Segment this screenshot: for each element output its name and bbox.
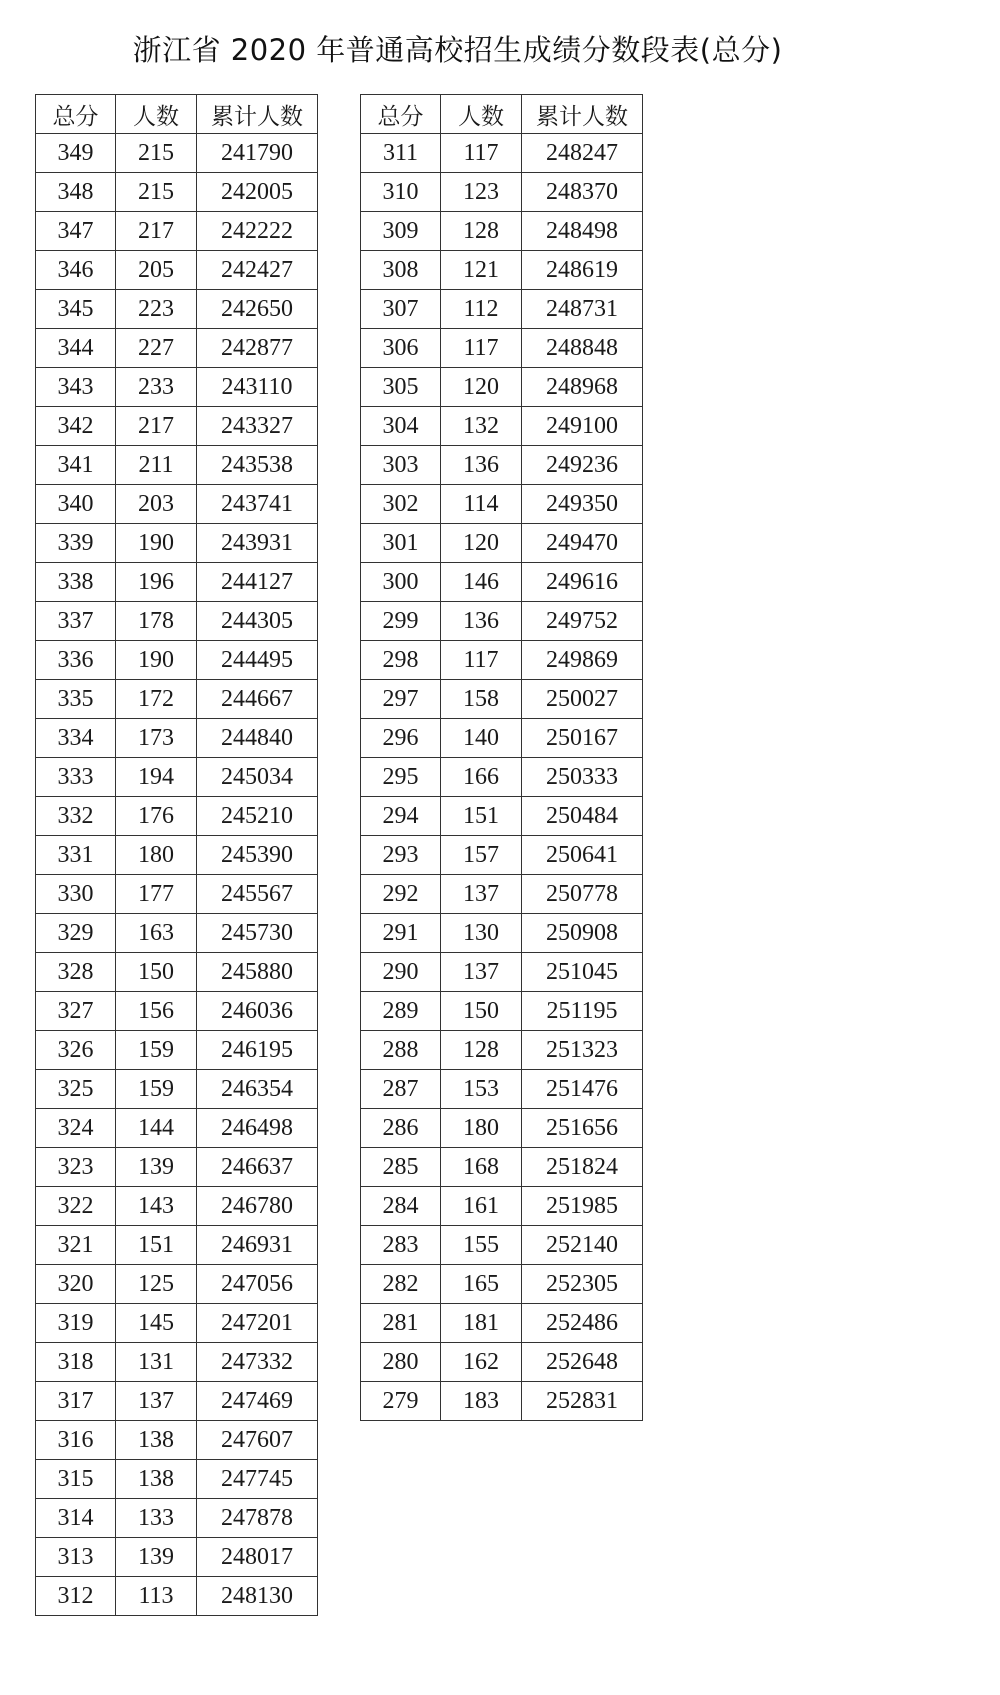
table-row [361,680,643,719]
column-header-cumulative: 累计人数 [197,95,318,134]
cell-count: 137 [116,1382,197,1421]
cell-cumulative: 248130 [197,1577,318,1616]
cell-cumulative: 249100 [522,407,643,446]
cell-count: 172 [116,680,197,719]
cell-cumulative: 242650 [197,290,318,329]
cell-count: 183 [441,1382,522,1421]
document-title: 浙江省 2020 年普通高校招生成绩分数段表(总分) [132,33,783,67]
table-row [36,563,318,602]
cell-total-score: 301 [361,524,441,563]
cell-total-score: 283 [361,1226,441,1265]
cell-total-score: 335 [36,680,116,719]
cell-count: 161 [441,1187,522,1226]
cell-count: 165 [441,1265,522,1304]
cell-total-score: 297 [361,680,441,719]
cell-total-score: 292 [361,875,441,914]
cell-total-score: 331 [36,836,116,875]
cell-total-score: 286 [361,1109,441,1148]
cell-count: 194 [116,758,197,797]
cell-count: 176 [116,797,197,836]
cell-total-score: 340 [36,485,116,524]
cell-count: 121 [441,251,522,290]
cell-count: 137 [441,953,522,992]
table-row [361,914,643,953]
table-row [36,134,318,173]
table-row [36,1421,318,1460]
cell-count: 120 [441,368,522,407]
cell-total-score: 327 [36,992,116,1031]
cell-count: 150 [441,992,522,1031]
cell-total-score: 279 [361,1382,441,1421]
table-row [36,1109,318,1148]
cell-count: 150 [116,953,197,992]
cell-count: 162 [441,1343,522,1382]
table-row [361,1226,643,1265]
cell-count: 233 [116,368,197,407]
table-row [36,953,318,992]
cell-total-score: 294 [361,797,441,836]
cell-cumulative: 249470 [522,524,643,563]
cell-total-score: 304 [361,407,441,446]
cell-count: 178 [116,602,197,641]
cell-total-score: 347 [36,212,116,251]
cell-total-score: 287 [361,1070,441,1109]
cell-cumulative: 249236 [522,446,643,485]
table-row [361,1070,643,1109]
cell-count: 113 [116,1577,197,1616]
cell-total-score: 315 [36,1460,116,1499]
table-row [36,1577,318,1616]
cell-total-score: 345 [36,290,116,329]
cell-count: 155 [441,1226,522,1265]
column-header-total-score: 总分 [36,95,116,134]
cell-cumulative: 246637 [197,1148,318,1187]
cell-total-score: 305 [361,368,441,407]
table-row [36,602,318,641]
cell-cumulative: 247878 [197,1499,318,1538]
cell-count: 215 [116,173,197,212]
cell-cumulative: 241790 [197,134,318,173]
cell-cumulative: 249616 [522,563,643,602]
table-row [36,1304,318,1343]
table-row [36,251,318,290]
table-row [361,953,643,992]
cell-count: 166 [441,758,522,797]
table-row [36,1265,318,1304]
score-table-right [360,94,643,1421]
cell-count: 123 [441,173,522,212]
cell-total-score: 349 [36,134,116,173]
cell-count: 112 [441,290,522,329]
cell-cumulative: 248498 [522,212,643,251]
column-header-count: 人数 [441,95,522,134]
cell-cumulative: 246354 [197,1070,318,1109]
cell-total-score: 298 [361,641,441,680]
table-row [361,797,643,836]
table-row [36,446,318,485]
cell-count: 223 [116,290,197,329]
cell-cumulative: 251323 [522,1031,643,1070]
cell-count: 133 [116,1499,197,1538]
cell-total-score: 333 [36,758,116,797]
table-row [36,212,318,251]
cell-cumulative: 245880 [197,953,318,992]
cell-cumulative: 244495 [197,641,318,680]
column-header-count: 人数 [116,95,197,134]
cell-count: 180 [441,1109,522,1148]
cell-count: 146 [441,563,522,602]
cell-cumulative: 248247 [522,134,643,173]
cell-total-score: 348 [36,173,116,212]
cell-count: 114 [441,485,522,524]
cell-count: 151 [441,797,522,836]
cell-cumulative: 252305 [522,1265,643,1304]
cell-total-score: 325 [36,1070,116,1109]
table-row [361,875,643,914]
cell-count: 158 [441,680,522,719]
cell-total-score: 332 [36,797,116,836]
cell-cumulative: 252648 [522,1343,643,1382]
table-row [36,1343,318,1382]
cell-cumulative: 244127 [197,563,318,602]
table-row [361,290,643,329]
table-row [361,1343,643,1382]
cell-count: 211 [116,446,197,485]
cell-count: 138 [116,1460,197,1499]
cell-cumulative: 246498 [197,1109,318,1148]
table-row [36,914,318,953]
table-row [36,1031,318,1070]
cell-cumulative: 250778 [522,875,643,914]
cell-total-score: 319 [36,1304,116,1343]
cell-total-score: 314 [36,1499,116,1538]
cell-total-score: 313 [36,1538,116,1577]
cell-cumulative: 244667 [197,680,318,719]
table-row [361,407,643,446]
table-row [36,641,318,680]
cell-total-score: 290 [361,953,441,992]
table-row [361,173,643,212]
cell-cumulative: 243931 [197,524,318,563]
table-row [361,212,643,251]
cell-total-score: 312 [36,1577,116,1616]
cell-total-score: 302 [361,485,441,524]
table-row [361,1109,643,1148]
cell-count: 190 [116,524,197,563]
cell-cumulative: 248017 [197,1538,318,1577]
cell-count: 125 [116,1265,197,1304]
table-row [36,290,318,329]
cell-cumulative: 243327 [197,407,318,446]
cell-total-score: 338 [36,563,116,602]
cell-total-score: 346 [36,251,116,290]
table-row [361,368,643,407]
cell-total-score: 322 [36,1187,116,1226]
table-row [361,134,643,173]
cell-total-score: 308 [361,251,441,290]
cell-total-score: 323 [36,1148,116,1187]
cell-count: 205 [116,251,197,290]
cell-cumulative: 247607 [197,1421,318,1460]
table-row [361,1304,643,1343]
cell-cumulative: 249752 [522,602,643,641]
table-row [361,1148,643,1187]
cell-count: 217 [116,212,197,251]
cell-total-score: 311 [361,134,441,173]
cell-count: 136 [441,602,522,641]
cell-count: 196 [116,563,197,602]
cell-total-score: 306 [361,329,441,368]
cell-total-score: 324 [36,1109,116,1148]
cell-total-score: 310 [361,173,441,212]
cell-count: 140 [441,719,522,758]
cell-total-score: 291 [361,914,441,953]
cell-total-score: 303 [361,446,441,485]
cell-total-score: 296 [361,719,441,758]
cell-cumulative: 248370 [522,173,643,212]
cell-count: 227 [116,329,197,368]
table-row [361,446,643,485]
cell-count: 168 [441,1148,522,1187]
cell-count: 181 [441,1304,522,1343]
table-row [36,875,318,914]
cell-cumulative: 245567 [197,875,318,914]
cell-cumulative: 250908 [522,914,643,953]
cell-cumulative: 246195 [197,1031,318,1070]
cell-cumulative: 243110 [197,368,318,407]
table-row [361,251,643,290]
table-row [36,329,318,368]
cell-cumulative: 250484 [522,797,643,836]
cell-count: 131 [116,1343,197,1382]
cell-total-score: 344 [36,329,116,368]
cell-cumulative: 243741 [197,485,318,524]
cell-total-score: 288 [361,1031,441,1070]
cell-count: 144 [116,1109,197,1148]
table-row [361,602,643,641]
cell-cumulative: 251476 [522,1070,643,1109]
cell-count: 217 [116,407,197,446]
cell-cumulative: 252486 [522,1304,643,1343]
table-row [36,1460,318,1499]
table-row [36,407,318,446]
cell-cumulative: 246780 [197,1187,318,1226]
cell-count: 151 [116,1226,197,1265]
table-row [361,329,643,368]
cell-total-score: 342 [36,407,116,446]
cell-cumulative: 249350 [522,485,643,524]
cell-total-score: 280 [361,1343,441,1382]
table-row [36,1499,318,1538]
cell-total-score: 281 [361,1304,441,1343]
cell-total-score: 300 [361,563,441,602]
cell-count: 128 [441,1031,522,1070]
cell-total-score: 336 [36,641,116,680]
table-row [36,1226,318,1265]
table-row [36,1187,318,1226]
cell-cumulative: 248848 [522,329,643,368]
table-row [36,992,318,1031]
column-header-cumulative: 累计人数 [522,95,643,134]
cell-count: 159 [116,1031,197,1070]
table-header-row [361,95,643,134]
cell-total-score: 326 [36,1031,116,1070]
cell-cumulative: 248968 [522,368,643,407]
cell-total-score: 316 [36,1421,116,1460]
cell-count: 128 [441,212,522,251]
cell-cumulative: 250167 [522,719,643,758]
table-row [36,368,318,407]
cell-count: 138 [116,1421,197,1460]
table-row [361,992,643,1031]
cell-total-score: 285 [361,1148,441,1187]
cell-count: 136 [441,446,522,485]
cell-cumulative: 250333 [522,758,643,797]
cell-cumulative: 247056 [197,1265,318,1304]
cell-count: 159 [116,1070,197,1109]
table-row [36,680,318,719]
cell-total-score: 343 [36,368,116,407]
cell-total-score: 293 [361,836,441,875]
score-table-left [35,94,318,1616]
cell-cumulative: 242427 [197,251,318,290]
cell-total-score: 317 [36,1382,116,1421]
cell-count: 215 [116,134,197,173]
cell-count: 153 [441,1070,522,1109]
cell-cumulative: 245390 [197,836,318,875]
cell-total-score: 320 [36,1265,116,1304]
cell-count: 143 [116,1187,197,1226]
cell-cumulative: 248619 [522,251,643,290]
table-row [361,758,643,797]
table-row [36,797,318,836]
cell-count: 139 [116,1148,197,1187]
cell-cumulative: 251985 [522,1187,643,1226]
table-row [361,563,643,602]
table-row [36,719,318,758]
cell-cumulative: 247469 [197,1382,318,1421]
cell-total-score: 284 [361,1187,441,1226]
cell-count: 180 [116,836,197,875]
cell-count: 130 [441,914,522,953]
column-header-total-score: 总分 [361,95,441,134]
cell-count: 173 [116,719,197,758]
table-row [361,1382,643,1421]
table-row [361,1031,643,1070]
cell-total-score: 318 [36,1343,116,1382]
cell-count: 120 [441,524,522,563]
cell-total-score: 339 [36,524,116,563]
cell-cumulative: 242222 [197,212,318,251]
cell-total-score: 309 [361,212,441,251]
table-row [361,1187,643,1226]
cell-cumulative: 247332 [197,1343,318,1382]
cell-total-score: 307 [361,290,441,329]
cell-total-score: 321 [36,1226,116,1265]
cell-cumulative: 250027 [522,680,643,719]
cell-cumulative: 249869 [522,641,643,680]
cell-cumulative: 248731 [522,290,643,329]
table-row [361,524,643,563]
cell-cumulative: 251656 [522,1109,643,1148]
cell-cumulative: 247201 [197,1304,318,1343]
cell-count: 203 [116,485,197,524]
cell-cumulative: 242877 [197,329,318,368]
cell-count: 117 [441,134,522,173]
cell-total-score: 337 [36,602,116,641]
cell-cumulative: 242005 [197,173,318,212]
cell-cumulative: 252140 [522,1226,643,1265]
cell-count: 117 [441,329,522,368]
table-row [36,758,318,797]
cell-total-score: 334 [36,719,116,758]
cell-count: 157 [441,836,522,875]
table-row [36,1538,318,1577]
cell-cumulative: 247745 [197,1460,318,1499]
cell-cumulative: 245730 [197,914,318,953]
table-row [36,485,318,524]
cell-cumulative: 251195 [522,992,643,1031]
cell-count: 145 [116,1304,197,1343]
cell-count: 190 [116,641,197,680]
table-row [361,719,643,758]
cell-cumulative: 245210 [197,797,318,836]
cell-count: 156 [116,992,197,1031]
cell-count: 137 [441,875,522,914]
cell-cumulative: 251045 [522,953,643,992]
cell-cumulative: 246036 [197,992,318,1031]
cell-cumulative: 245034 [197,758,318,797]
cell-total-score: 341 [36,446,116,485]
cell-cumulative: 251824 [522,1148,643,1187]
cell-total-score: 330 [36,875,116,914]
table-row [36,524,318,563]
table-row [36,1070,318,1109]
cell-count: 177 [116,875,197,914]
cell-total-score: 295 [361,758,441,797]
cell-cumulative: 244840 [197,719,318,758]
cell-cumulative: 250641 [522,836,643,875]
table-row [36,1382,318,1421]
cell-total-score: 282 [361,1265,441,1304]
table-row [36,173,318,212]
table-row [361,485,643,524]
table-header-row [36,95,318,134]
cell-cumulative: 252831 [522,1382,643,1421]
table-row [361,641,643,680]
cell-cumulative: 244305 [197,602,318,641]
cell-total-score: 328 [36,953,116,992]
cell-count: 132 [441,407,522,446]
table-row [36,836,318,875]
cell-cumulative: 243538 [197,446,318,485]
cell-cumulative: 246931 [197,1226,318,1265]
cell-count: 139 [116,1538,197,1577]
table-row [36,1148,318,1187]
table-row [361,1265,643,1304]
cell-total-score: 329 [36,914,116,953]
table-row [361,836,643,875]
cell-total-score: 299 [361,602,441,641]
cell-count: 117 [441,641,522,680]
cell-count: 163 [116,914,197,953]
cell-total-score: 289 [361,992,441,1031]
